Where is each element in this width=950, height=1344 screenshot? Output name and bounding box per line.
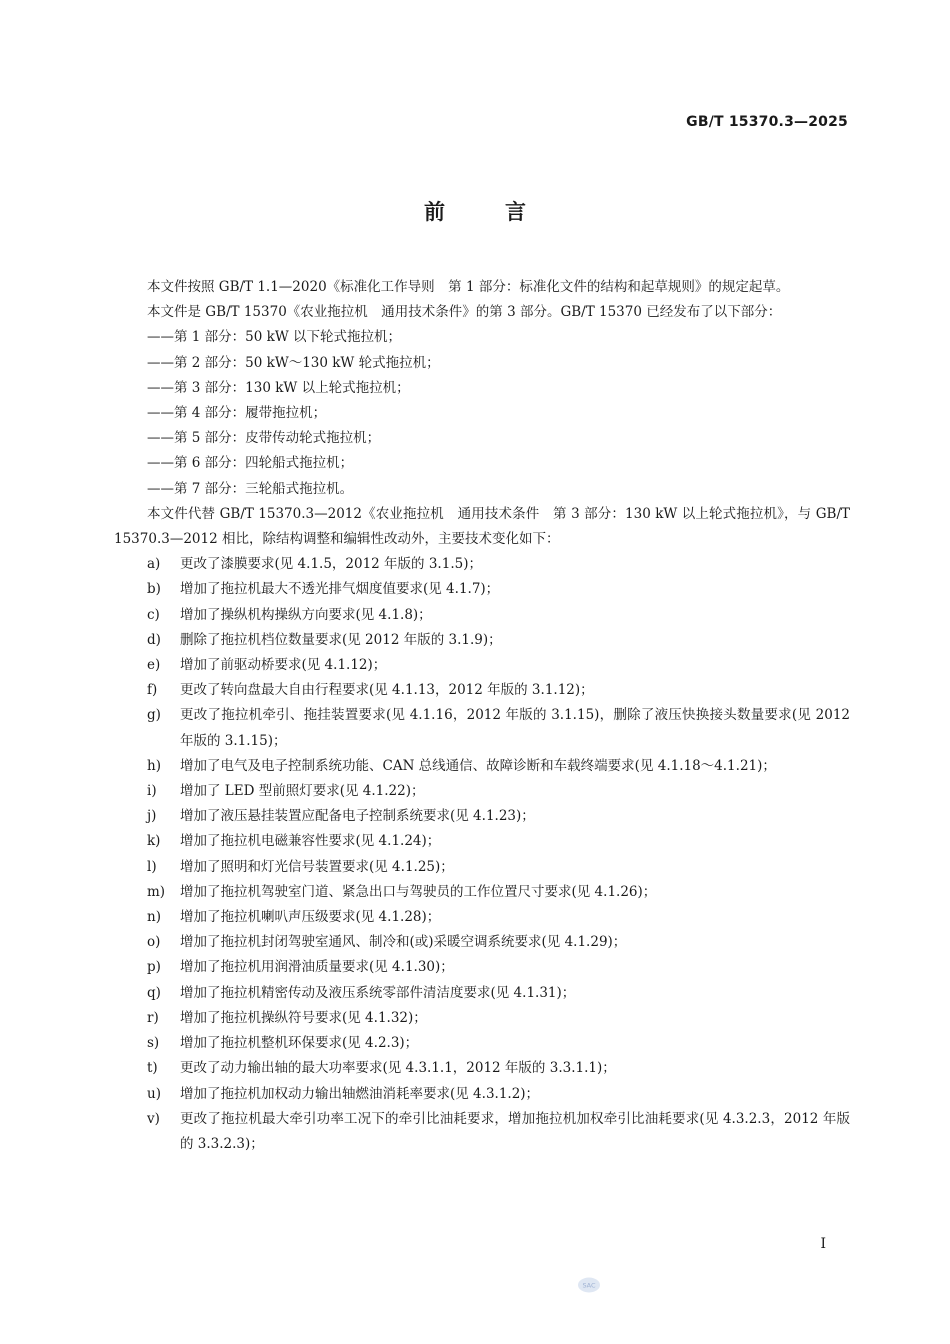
change-text: 更改了漆膜要求(见 4.1.5，2012 年版的 3.1.5)； <box>180 556 482 573</box>
change-label: a) <box>147 556 161 573</box>
part-item: ——第 5 部分：皮带传动轮式拖拉机； <box>147 430 381 447</box>
change-item <box>114 981 850 1006</box>
change-item <box>114 678 850 703</box>
change-label: n) <box>147 909 161 926</box>
change-item <box>114 905 850 930</box>
change-item <box>114 1056 850 1081</box>
change-item <box>114 779 850 804</box>
change-label: i) <box>147 783 157 800</box>
change-item <box>114 653 850 678</box>
change-label: t) <box>147 1060 158 1077</box>
change-label: m) <box>147 883 166 900</box>
change-text: 增加了拖拉机封闭驾驶室通风、制冷和(或)采暖空调系统要求(见 4.1.29)； <box>180 934 627 951</box>
change-item <box>114 577 850 602</box>
change-label: l) <box>147 858 157 875</box>
part-item: ——第 2 部分：50 kW～130 kW 轮式拖拉机； <box>147 354 440 371</box>
change-item <box>114 804 850 829</box>
change-text: 增加了拖拉机电磁兼容性要求(见 4.1.24)； <box>180 833 441 850</box>
change-text: 删除了拖拉机档位数量要求(见 2012 年版的 3.1.9)； <box>180 631 502 648</box>
page-number: I <box>820 1236 826 1252</box>
change-item <box>114 1006 850 1031</box>
change-item <box>114 930 850 955</box>
change-label: e) <box>147 657 161 674</box>
intro-paragraph-2: 本文件是 GB/T 15370《农业拖拉机 通用技术条件》的第 3 部分。GB/T 15370 已经发布了以下部分： <box>147 304 782 321</box>
change-text: 增加了前驱动桥要求(见 4.1.12)； <box>180 657 387 674</box>
part-item: ——第 7 部分：三轮船式拖拉机。 <box>147 480 354 497</box>
change-label: o) <box>147 934 161 951</box>
change-item <box>114 628 850 653</box>
replacement-paragraph: 本文件代替 GB/T 15370.3—2012《农业拖拉机 通用技术条件 第 3 部分：130 kW 以上轮式拖拉机》，与 GB/T 15370.3—2012 相比，除结构调整和编辑性改动外，主要技术变化如下： <box>114 505 850 548</box>
part-item: ——第 3 部分：130 kW 以上轮式拖拉机； <box>147 379 410 396</box>
change-text: 增加了拖拉机精密传动及液压系统零部件清洁度要求(见 4.1.31)； <box>180 984 576 1001</box>
change-label: f) <box>147 682 158 699</box>
sac-logo-text: SAC <box>582 1281 596 1290</box>
change-item <box>114 955 850 980</box>
page-title: 前言 <box>424 199 586 224</box>
change-label: q) <box>147 984 161 1001</box>
change-text: 增加了液压悬挂装置应配备电子控制系统要求(见 4.1.23)； <box>180 808 535 825</box>
change-label: r) <box>147 1009 159 1026</box>
change-text: 更改了拖拉机牵引、拖挂装置要求(见 4.1.16，2012 年版的 3.1.15)，删除了液压快换接头数量要求(见 2012 年版的 3.1.15)； <box>180 707 850 749</box>
change-label: p) <box>147 959 161 976</box>
change-text: 增加了 LED 型前照灯要求(见 4.1.22)； <box>180 783 425 800</box>
change-text: 增加了拖拉机驾驶室门道、紧急出口与驾驶员的工作位置尺寸要求(见 4.1.26)； <box>180 883 657 900</box>
part-item: ——第 4 部分：履带拖拉机； <box>147 405 327 422</box>
change-item <box>114 1031 850 1056</box>
change-item <box>114 1107 850 1157</box>
change-label: b) <box>147 581 161 598</box>
change-label: c) <box>147 606 160 623</box>
sac-logo-icon <box>577 1277 601 1293</box>
change-text: 更改了转向盘最大自由行程要求(见 4.1.13，2012 年版的 3.1.12)； <box>180 682 594 699</box>
change-item <box>114 880 850 905</box>
change-label: k) <box>147 833 161 850</box>
standard-code: GB/T 15370.3—2025 <box>686 114 848 130</box>
document-body <box>114 275 850 1157</box>
change-label: g) <box>147 707 161 724</box>
change-text: 增加了操纵机构操纵方向要求(见 4.1.8)； <box>180 606 432 623</box>
change-label: s) <box>147 1035 160 1052</box>
change-text: 更改了动力输出轴的最大功率要求(见 4.3.1.1，2012 年版的 3.3.1.1)； <box>180 1060 616 1077</box>
change-text: 增加了拖拉机最大不透光排气烟度值要求(见 4.1.7)； <box>180 581 500 598</box>
change-item <box>114 855 850 880</box>
change-label: v) <box>147 1110 160 1127</box>
change-text: 增加了拖拉机加权动力输出轴燃油消耗率要求(见 4.3.1.2)； <box>180 1085 540 1102</box>
changes-list <box>114 552 850 1157</box>
change-label: h) <box>147 757 161 774</box>
change-text: 增加了照明和灯光信号装置要求(见 4.1.25)； <box>180 858 454 875</box>
change-text: 增加了拖拉机用润滑油质量要求(见 4.1.30)； <box>180 959 454 976</box>
change-text: 更改了拖拉机最大牵引功率工况下的牵引比油耗要求，增加拖拉机加权牵引比油耗要求(见 4.3.2.3，2012 年版的 3.3.2.3)； <box>180 1110 850 1152</box>
change-text: 增加了拖拉机操纵符号要求(见 4.1.32)； <box>180 1009 427 1026</box>
change-item <box>114 829 850 854</box>
change-item <box>114 754 850 779</box>
parts-list <box>114 325 850 501</box>
change-item <box>114 552 850 577</box>
change-text: 增加了拖拉机整机环保要求(见 4.2.3)； <box>180 1035 419 1052</box>
change-label: d) <box>147 631 161 648</box>
intro-paragraph-1: 本文件按照 GB/T 1.1—2020《标准化工作导则 第 1 部分：标准化文件的结构和起草规则》的规定起草。 <box>147 279 790 295</box>
change-item <box>114 1082 850 1107</box>
change-text: 增加了拖拉机喇叭声压级要求(见 4.1.28)； <box>180 909 441 926</box>
part-item: ——第 1 部分：50 kW 以下轮式拖拉机； <box>147 329 401 346</box>
change-label: j) <box>147 808 157 825</box>
change-item <box>114 703 850 753</box>
part-item: ——第 6 部分：四轮船式拖拉机； <box>147 455 354 472</box>
change-item <box>114 603 850 628</box>
change-text: 增加了电气及电子控制系统功能、CAN 总线通信、故障诊断和车载终端要求(见 4.1.18～4.1.21)； <box>180 757 776 774</box>
change-label: u) <box>147 1085 161 1102</box>
